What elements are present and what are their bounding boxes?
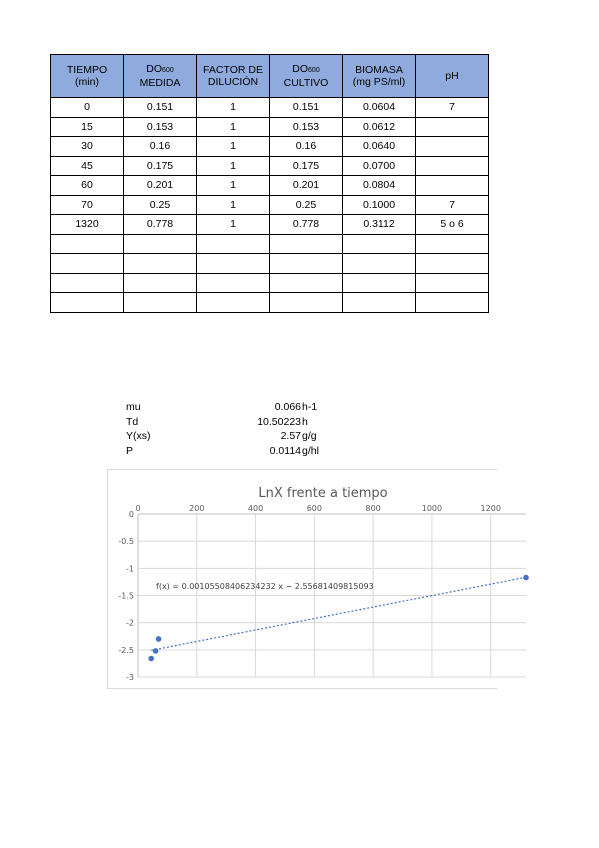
param-value: 0.066	[274, 401, 301, 413]
table-row	[51, 195, 489, 215]
table-cell	[197, 273, 270, 293]
table-cell: 0.16	[270, 137, 343, 157]
table-cell: 1	[197, 215, 270, 235]
table-cell	[270, 273, 343, 293]
table-row	[51, 293, 489, 313]
x-tick-label: 200	[189, 504, 205, 513]
param-label: Y(xs)	[126, 430, 151, 442]
param-row-mu	[126, 400, 326, 415]
table-cell: 0.778	[270, 215, 343, 235]
y-tick-label: -2	[126, 618, 134, 628]
header-biomasa: BIOMASA (mg PS/ml)	[343, 55, 416, 98]
table-cell	[197, 293, 270, 313]
table-cell: 0.25	[124, 195, 197, 215]
table-cell	[343, 234, 416, 254]
header-row	[51, 55, 489, 98]
table-cell: 0.153	[124, 117, 197, 137]
x-tick-label: 800	[365, 504, 381, 513]
x-tick-label: 0	[135, 504, 141, 513]
header-factor-dilucion: FACTOR DE DILUCIÓN	[197, 55, 270, 98]
table-cell: 0.16	[124, 137, 197, 157]
table-cell: 0.1000	[343, 195, 416, 215]
data-point	[153, 648, 159, 654]
scatter-chart	[108, 470, 501, 688]
table-cell: 0.0700	[343, 156, 416, 176]
data-point	[156, 636, 162, 642]
table-cell: 5 o 6	[416, 215, 489, 235]
table-cell	[416, 293, 489, 313]
table-cell	[343, 293, 416, 313]
param-value: 0.0114	[269, 444, 301, 457]
chart-title: LnX frente a tiempo	[258, 486, 388, 501]
table-cell	[51, 254, 124, 274]
table-cell	[124, 273, 197, 293]
table-cell: 30	[51, 137, 124, 157]
table-cell	[270, 234, 343, 254]
data-point	[523, 575, 529, 581]
table-cell	[343, 254, 416, 274]
table-cell	[51, 293, 124, 313]
table-cell	[270, 254, 343, 274]
header-do-medida: DO600 MEDIDA	[124, 55, 197, 98]
param-label: Td	[126, 415, 139, 428]
table-cell: 0.151	[270, 98, 343, 118]
y-tick-label: -0.5	[118, 537, 134, 547]
table-cell: 70	[51, 195, 124, 215]
table-cell: 0.3112	[343, 215, 416, 235]
chart-container	[107, 469, 501, 689]
table-row	[51, 176, 489, 196]
param-value: 10.50223	[257, 415, 301, 428]
table-cell: 0.201	[124, 176, 197, 196]
table-cell	[416, 117, 489, 137]
y-tick-label: 0	[128, 510, 134, 519]
x-tick-label: 400	[247, 504, 264, 513]
table-cell: 1	[197, 156, 270, 176]
table-row	[51, 254, 489, 274]
param-unit: h-1	[302, 401, 318, 413]
table-cell	[197, 254, 270, 274]
table-cell: 1	[197, 117, 270, 137]
header-ph: pH	[416, 55, 489, 98]
table-cell: 1	[197, 137, 270, 157]
table-cell	[416, 137, 489, 157]
table-cell: 0.175	[124, 156, 197, 176]
table-cell	[343, 273, 416, 293]
table-cell	[416, 254, 489, 274]
table-cell: 0.153	[270, 117, 343, 137]
x-tick-label: 1200	[480, 504, 501, 513]
x-tick-label: 600	[306, 504, 323, 513]
table-cell: 0.25	[270, 195, 343, 215]
param-row-td	[126, 415, 326, 430]
table-cell: 45	[51, 156, 124, 176]
data-table	[50, 54, 489, 313]
x-tick-label: 1000	[421, 504, 443, 513]
table-cell: 0.778	[124, 215, 197, 235]
parameters-block	[126, 400, 326, 458]
y-tick-label: -1	[126, 564, 134, 574]
table-cell	[416, 176, 489, 196]
table-cell: 0.0640	[343, 137, 416, 157]
table-cell	[124, 254, 197, 274]
table-cell: 0.201	[270, 176, 343, 196]
table-cell: 15	[51, 117, 124, 137]
param-label: P	[126, 444, 134, 457]
table-cell: 1	[197, 98, 270, 118]
y-tick-label: -1.5	[118, 591, 134, 601]
table-row	[51, 215, 489, 235]
trendline-equation: f(x) = 0.00105508406234232 x − 2.55681409815093	[156, 582, 374, 591]
table-row	[51, 156, 489, 176]
param-unit: g/g	[302, 430, 317, 442]
table-cell	[51, 273, 124, 293]
table-cell: 0.151	[124, 98, 197, 118]
table-cell	[416, 156, 489, 176]
table-cell: 1	[197, 195, 270, 215]
table-cell: 0	[51, 98, 124, 118]
table-row	[51, 137, 489, 157]
table-cell	[197, 234, 270, 254]
param-row-p	[126, 444, 326, 459]
param-label: mu	[126, 401, 141, 413]
table-cell	[416, 234, 489, 254]
table-cell: 0.175	[270, 156, 343, 176]
header-tiempo: TIEMPO (min)	[51, 55, 124, 98]
param-value: 2.57	[280, 430, 301, 442]
y-tick-label: -3	[126, 673, 134, 682]
table-cell: 1	[197, 176, 270, 196]
table-row	[51, 234, 489, 254]
header-do-cultivo: DO600 CULTIVO	[270, 55, 343, 98]
table-cell: 60	[51, 176, 124, 196]
table-row	[51, 117, 489, 137]
table-cell: 1320	[51, 215, 124, 235]
table-cell	[124, 234, 197, 254]
table-cell	[124, 293, 197, 313]
param-row-yxs	[126, 429, 326, 444]
table-cell	[270, 293, 343, 313]
param-unit: g/hl	[302, 444, 319, 457]
table-row	[51, 98, 489, 118]
y-tick-label: -2.5	[118, 645, 134, 655]
table-cell: 0.0804	[343, 176, 416, 196]
table-cell	[416, 273, 489, 293]
data-point	[148, 656, 154, 662]
table-row	[51, 273, 489, 293]
table-cell: 7	[416, 195, 489, 215]
table-cell: 7	[416, 98, 489, 118]
table-cell: 0.0612	[343, 117, 416, 137]
table-cell: 0.0604	[343, 98, 416, 118]
param-unit: h	[302, 415, 308, 428]
table-cell	[51, 234, 124, 254]
